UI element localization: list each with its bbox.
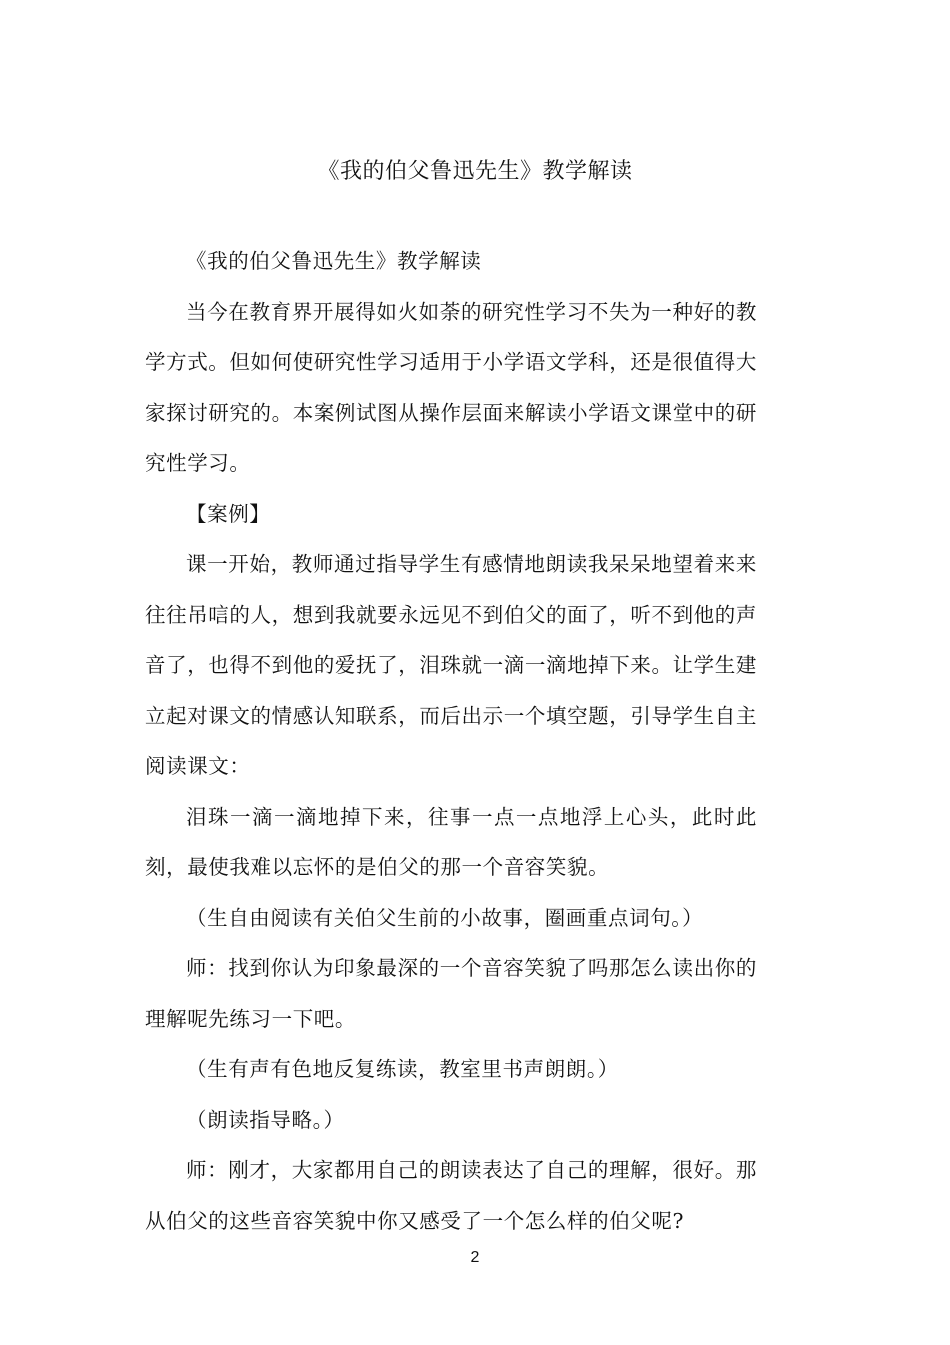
paragraph-case-heading: 【案例】 — [186, 501, 271, 526]
paragraph-case-opening: 课一开始，教师通过指导学生有感情地朗读我呆呆地望着来来往往吊唁的人，想到我就要永远见不到伯父的面了，听不到他的声音了，也得不到他的爱抚了，泪珠就一滴一滴地掉下来。让学生建立起对课文的情感认知联系，而后出示一个填空题，引导学生自主阅读课文： — [145, 552, 757, 778]
paragraph-student-practice: （生有声有色地反复练读，教室里书声朗朗。） — [186, 1057, 619, 1081]
paragraph-teacher-question-2: 师：刚才，大家都用自己的朗读表达了自己的理解，很好。那从伯父的这些音容笑貌中你又感受了一个怎么样的伯父呢? — [145, 1158, 757, 1233]
page-number: 2 — [470, 1249, 480, 1266]
paragraph-reading-guidance: （朗读指导略。） — [186, 1107, 345, 1132]
paragraph-fill-blank: 泪珠一滴一滴地掉下来，往事一点一点地浮上心头，此时此刻，最使我难以忘怀的是伯父的那一个音容笑貌。 — [145, 804, 757, 879]
page-title: 《我的伯父鲁迅先生》教学解读 — [317, 159, 633, 184]
document-body — [145, 236, 757, 1246]
paragraph-subtitle: 《我的伯父鲁迅先生》教学解读 — [186, 249, 482, 273]
paragraph-intro: 当今在教育界开展得如火如荼的研究性学习不失为一种好的教学方式。但如何使研究性学习适用于小学语文学科，还是很值得大家探讨研究的。本案例试图从操作层面来解读小学语文课堂中的研究性学习。 — [145, 299, 757, 475]
paragraph-teacher-question-1: 师：找到你认为印象最深的一个音容笑貌了吗那怎么读出你的理解呢先练习一下吧。 — [145, 956, 757, 1031]
paragraph-student-reading: （生自由阅读有关伯父生前的小故事，圈画重点词句。） — [186, 905, 704, 930]
